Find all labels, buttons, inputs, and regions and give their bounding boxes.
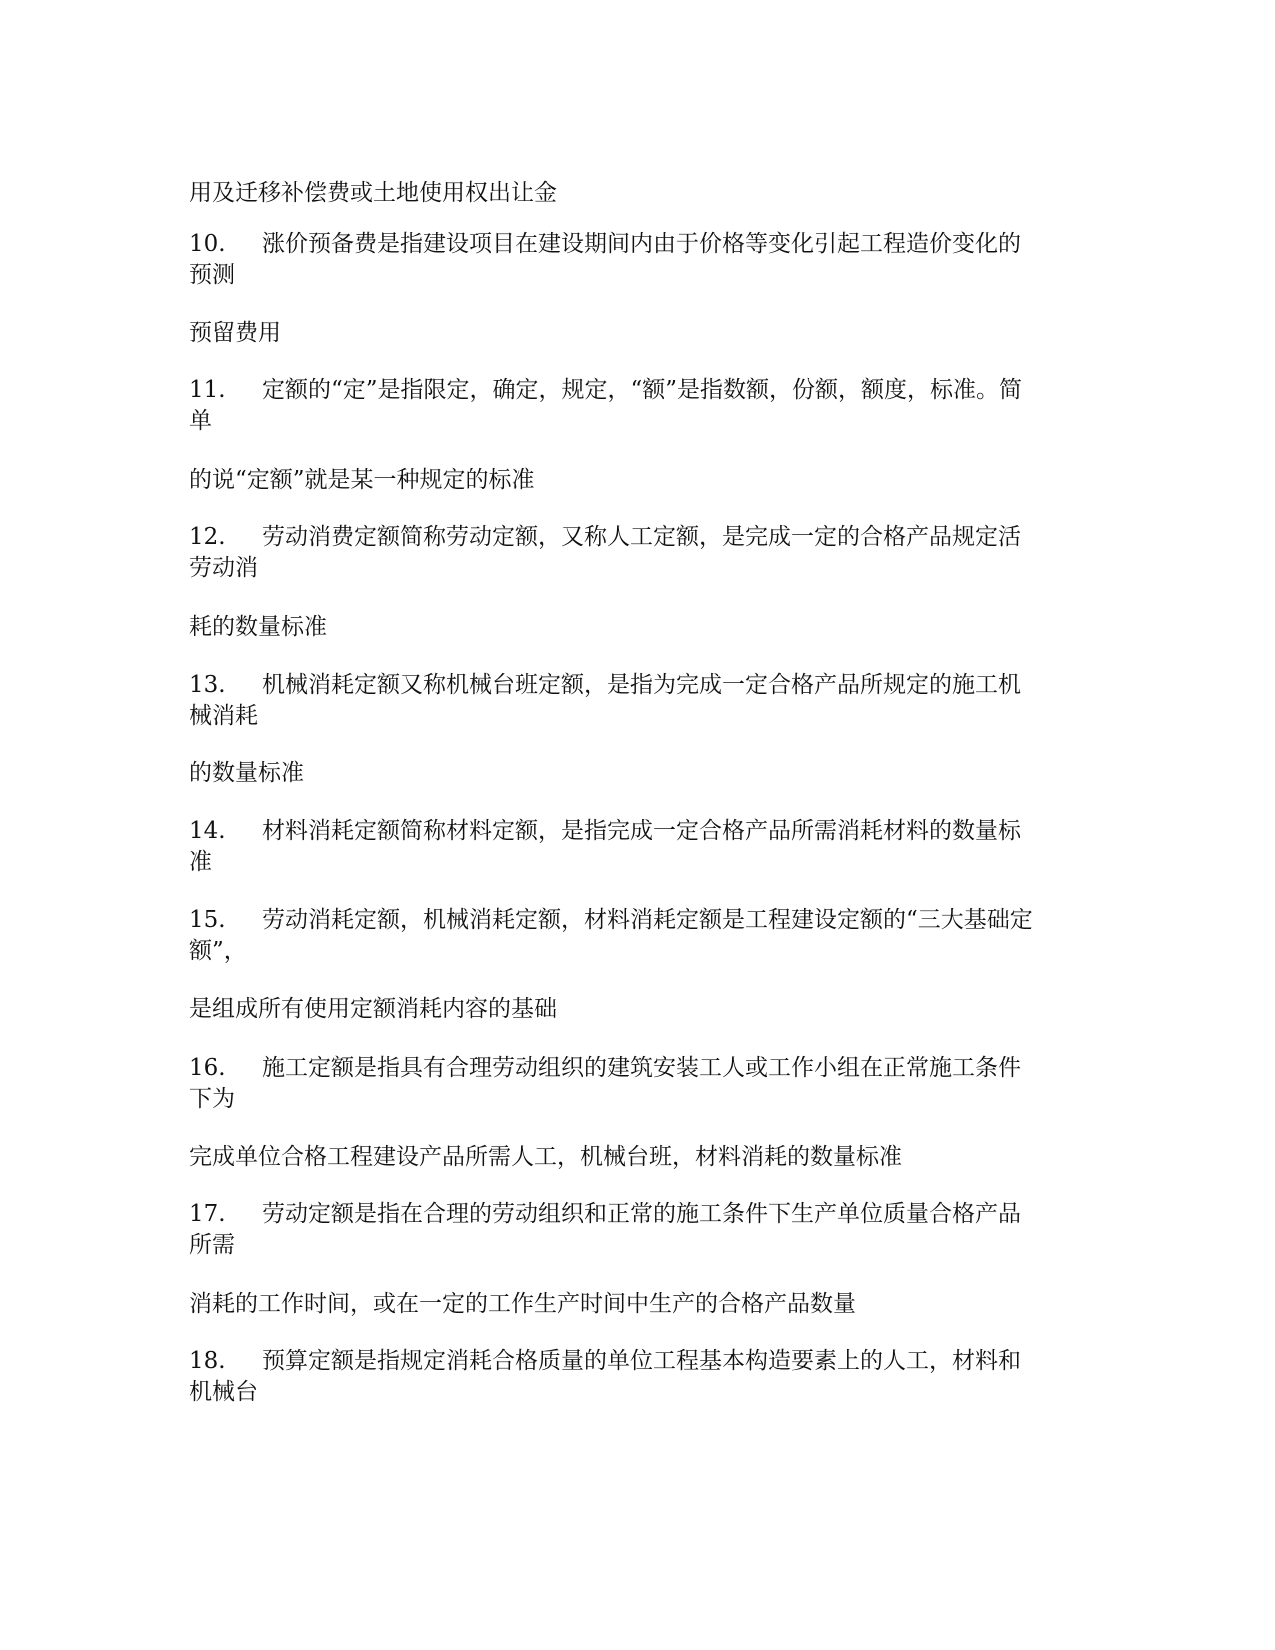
text-line xyxy=(189,1289,856,1320)
item-number: 16. xyxy=(189,1055,226,1081)
item-text: 机械消耗定额又称机械台班定额，是指为完成一定合格产品所规定的施工机 xyxy=(262,672,1021,698)
text-line xyxy=(189,1084,235,1115)
numbered-item-13 xyxy=(189,670,1021,701)
line-text: 预留费用 xyxy=(189,320,281,346)
numbered-item-10 xyxy=(189,229,1021,260)
text-line xyxy=(189,553,258,584)
item-number: 10. xyxy=(189,231,226,257)
item-number: 11. xyxy=(189,377,226,403)
line-text: 的数量标准 xyxy=(189,760,304,786)
line-text: 械消耗 xyxy=(189,703,258,729)
line-text: 下为 xyxy=(189,1086,235,1112)
numbered-item-17 xyxy=(189,1199,1021,1230)
numbered-item-14 xyxy=(189,816,1021,847)
line-text: 消耗的工作时间，或在一定的工作生产时间中生产的合格产品数量 xyxy=(189,1291,856,1317)
item-number: 18. xyxy=(189,1348,226,1374)
text-line xyxy=(189,994,557,1025)
line-text: 是组成所有使用定额消耗内容的基础 xyxy=(189,996,557,1022)
text-line xyxy=(189,1377,258,1408)
text-line xyxy=(189,318,281,349)
text-line xyxy=(189,260,235,291)
numbered-item-12 xyxy=(189,522,1021,553)
line-text: 单 xyxy=(189,408,212,434)
text-line xyxy=(189,847,212,878)
text-line xyxy=(189,936,247,967)
item-number: 14. xyxy=(189,818,226,844)
numbered-item-11 xyxy=(189,375,1022,406)
item-number: 15. xyxy=(189,907,226,933)
item-text: 材料消耗定额简称材料定额，是指完成一定合格产品所需消耗材料的数量标 xyxy=(262,818,1021,844)
text-line xyxy=(189,701,258,732)
numbered-item-16 xyxy=(189,1053,1021,1084)
item-text: 劳动定额是指在合理的劳动组织和正常的施工条件下生产单位质量合格产品 xyxy=(262,1201,1021,1227)
item-text: 涨价预备费是指建设项目在建设期间内由于价格等变化引起工程造价变化的 xyxy=(262,231,1021,257)
item-text: 劳动消费定额简称劳动定额，又称人工定额，是完成一定的合格产品规定活 xyxy=(262,524,1021,550)
item-text: 劳动消耗定额，机械消耗定额，材料消耗定额是工程建设定额的“三大基础定 xyxy=(262,907,1033,933)
item-text: 定额的“定”是指限定，确定，规定，“额”是指数额，份额，额度，标准。简 xyxy=(262,377,1023,403)
text-line xyxy=(189,465,535,496)
item-number: 13. xyxy=(189,672,226,698)
item-number: 12. xyxy=(189,524,226,550)
text-line xyxy=(189,1142,902,1173)
line-text: 劳动消 xyxy=(189,555,258,581)
text-line xyxy=(189,1230,235,1261)
line-text: 机械台 xyxy=(189,1379,258,1405)
line-text: 耗的数量标准 xyxy=(189,614,327,640)
item-number: 17. xyxy=(189,1201,226,1227)
line-text: 完成单位合格工程建设产品所需人工，机械台班，材料消耗的数量标准 xyxy=(189,1144,902,1170)
line-text: 的说“定额”就是某一种规定的标准 xyxy=(189,467,535,493)
numbered-item-18 xyxy=(189,1346,1021,1377)
line-text: 所需 xyxy=(189,1232,235,1258)
text-line xyxy=(189,758,304,789)
item-text: 施工定额是指具有合理劳动组织的建筑安装工人或工作小组在正常施工条件 xyxy=(262,1055,1021,1081)
text-line xyxy=(189,406,212,437)
numbered-item-15 xyxy=(189,905,1033,936)
line-text: 准 xyxy=(189,849,212,875)
text-line xyxy=(189,178,557,209)
line-text: 用及迁移补偿费或土地使用权出让金 xyxy=(189,180,557,206)
line-text: 额”， xyxy=(189,938,247,964)
line-text: 预测 xyxy=(189,262,235,288)
text-line xyxy=(189,612,327,643)
item-text: 预算定额是指规定消耗合格质量的单位工程基本构造要素上的人工，材料和 xyxy=(262,1348,1021,1374)
